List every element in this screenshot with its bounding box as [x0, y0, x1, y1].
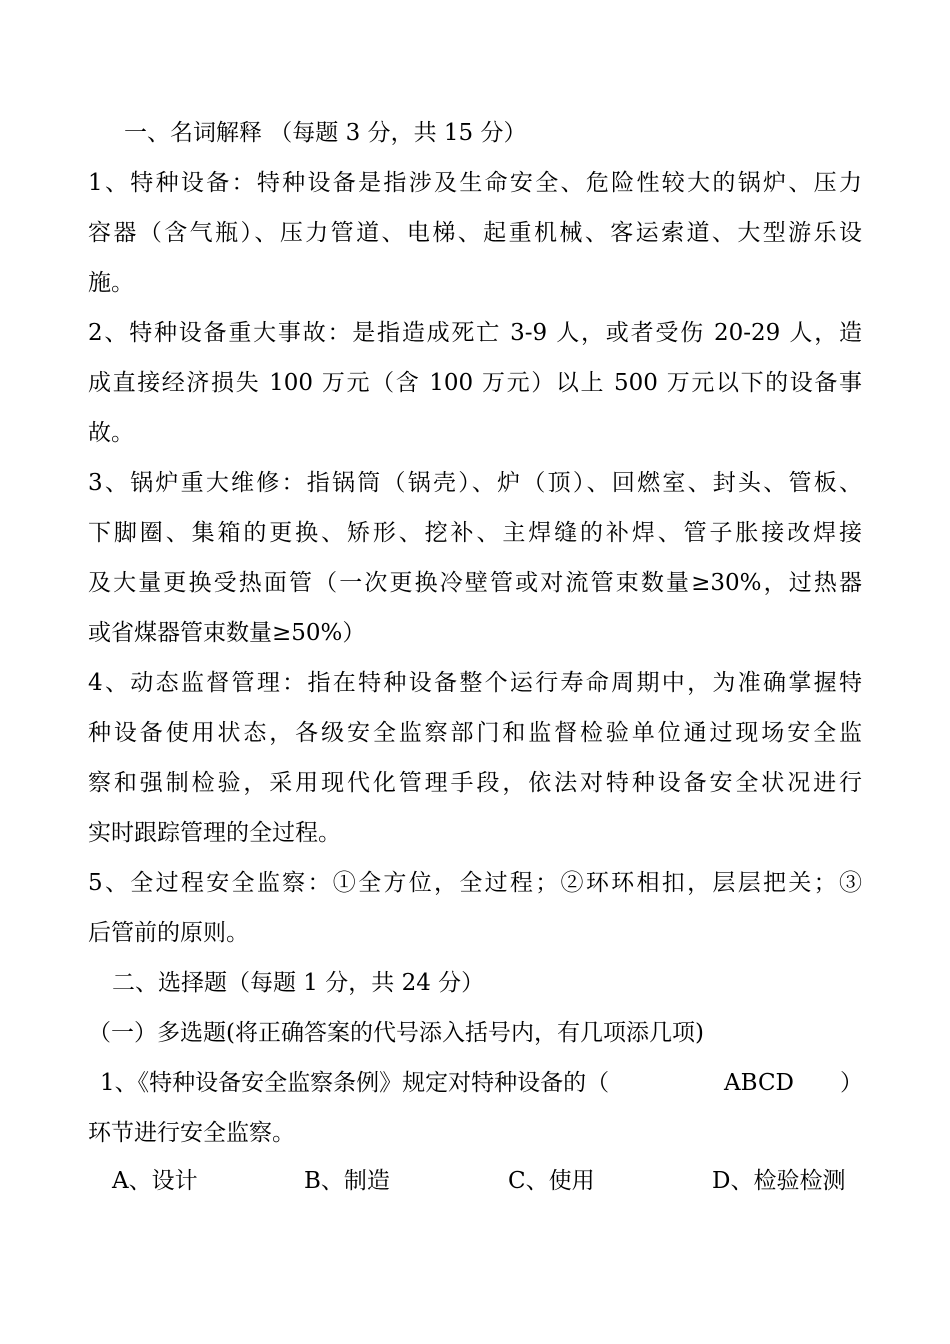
option-d: D、检验检测: [712, 1168, 846, 1194]
section2-subheading: （一）多选题(将正确答案的代号添入括号内，有几项添几项): [88, 1020, 704, 1046]
item4-line3: 察和强制检验，采用现代化管理手段，依法对特种设备安全状况进行: [88, 770, 862, 796]
question1-prefix: 1、《特种设备安全监察条例》规定对特种设备的（: [100, 1070, 610, 1096]
item3-line1: 3、锅炉重大维修：指锅筒（锅壳）、炉（顶）、回燃室、封头、管板、: [88, 470, 862, 496]
option-c: C、使用: [508, 1168, 595, 1194]
item3-line4: 或省煤器管束数量≥50%）: [88, 620, 366, 646]
section2-heading: 二、选择题（每题 1 分，共 24 分）: [112, 970, 485, 996]
item4-line4: 实时跟踪管理的全过程。: [88, 820, 341, 846]
item1-line1: 1、特种设备：特种设备是指涉及生命安全、危险性较大的锅炉、压力: [88, 170, 862, 196]
section1-heading: 一、名词解释 （每题 3 分，共 15 分）: [124, 120, 527, 146]
question1-suffix: ）: [840, 1070, 863, 1096]
item1-line3: 施。: [88, 270, 134, 296]
option-a: A、设计: [112, 1168, 198, 1194]
item2-line1: 2、特种设备重大事故：是指造成死亡 3-9 人，或者受伤 20-29 人，造: [88, 320, 862, 346]
question1-answer: ABCD: [724, 1070, 794, 1096]
item2-line3: 故。: [88, 420, 134, 446]
item3-line2: 下脚圈、集箱的更换、矫形、挖补、主焊缝的补焊、管子胀接改焊接: [88, 520, 862, 546]
option-b: B、制造: [304, 1168, 390, 1194]
item4-line1: 4、动态监督管理：指在特种设备整个运行寿命周期中，为准确掌握特: [88, 670, 862, 696]
item1-line2: 容器（含气瓶）、压力管道、电梯、起重机械、客运索道、大型游乐设: [88, 220, 862, 246]
item5-line1: 5、全过程安全监察：①全方位，全过程；②环环相扣，层层把关；③: [88, 870, 862, 896]
question1-line: [100, 1068, 862, 1098]
item4-line2: 种设备使用状态，各级安全监察部门和监督检验单位通过现场安全监: [88, 720, 862, 746]
item3-line3: 及大量更换受热面管（一次更换冷壁管或对流管束数量≥30%，过热器: [88, 570, 862, 596]
item2-line2: 成直接经济损失 100 万元（含 100 万元）以上 500 万元以下的设备事: [88, 370, 862, 396]
question1-continuation: 环节进行安全监察。: [88, 1120, 295, 1146]
item5-line2: 后管前的原则。: [88, 920, 249, 946]
